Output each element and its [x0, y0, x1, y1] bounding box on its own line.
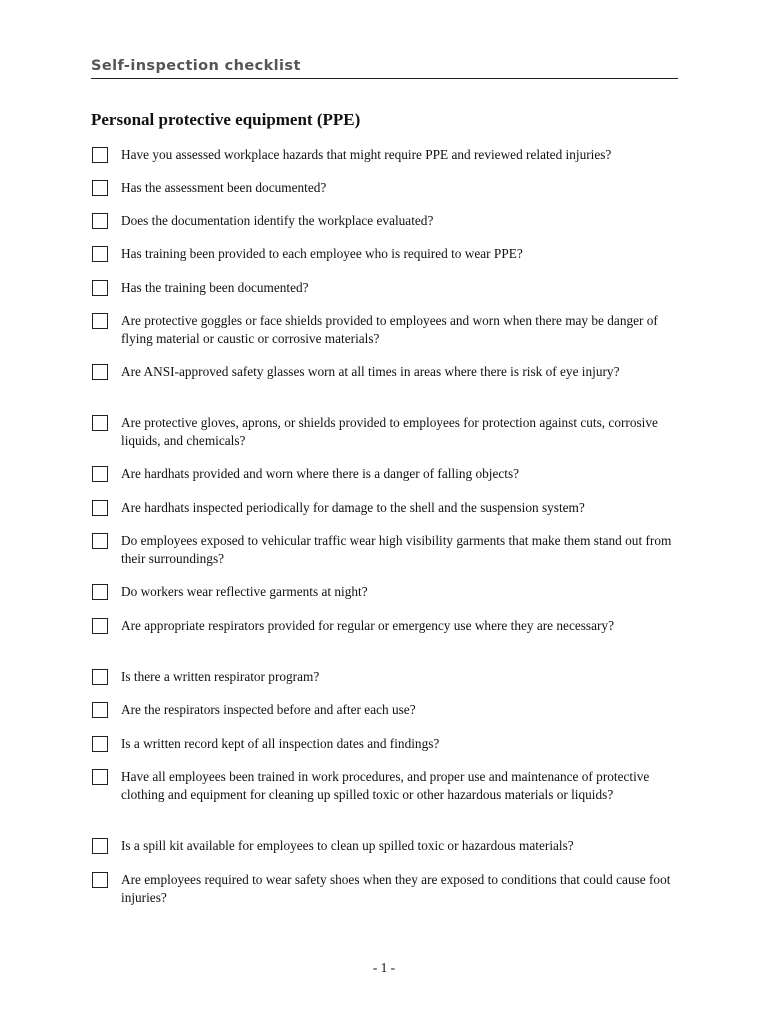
checkbox[interactable]	[92, 364, 108, 380]
checklist-item-text: Are appropriate respirators provided for regular or emergency use where they are necessary?	[121, 618, 614, 633]
section-heading: Personal protective equipment (PPE)	[91, 110, 361, 129]
checklist-item-text: Has training been provided to each employee who is required to wear PPE?	[121, 246, 523, 261]
checklist-item-text: Do workers wear reflective garments at night?	[121, 584, 368, 599]
checklist-item-text: Are ANSI-approved safety glasses worn at all times in areas where there is risk of eye injury?	[121, 364, 620, 379]
checklist-item-text: Is a written record kept of all inspection dates and findings?	[121, 736, 440, 751]
checklist-item-text: Are protective gloves, aprons, or shields provided to employees for protection against cuts, corrosive liquids, and chemicals?	[121, 415, 658, 448]
checkbox[interactable]	[92, 500, 108, 516]
checklist-item-text: Are hardhats inspected periodically for damage to the shell and the suspension system?	[121, 500, 585, 515]
checkbox[interactable]	[92, 618, 108, 634]
checkbox[interactable]	[92, 584, 108, 600]
document-title: Self-inspection checklist	[91, 58, 301, 74]
page-number: - 1 -	[372, 960, 396, 975]
checkbox[interactable]	[92, 246, 108, 262]
checkbox[interactable]	[92, 180, 108, 196]
checkbox[interactable]	[92, 872, 108, 888]
checkbox[interactable]	[92, 769, 108, 785]
checklist-item-text: Has the assessment been documented?	[121, 180, 327, 195]
checkbox[interactable]	[92, 147, 108, 163]
checklist-item-text: Have all employees been trained in work procedures, and proper use and maintenance of protective clothing and equipment for cleaning up spilled toxic or other hazardous materials or liquids?	[121, 769, 650, 802]
checklist-item-text: Are protective goggles or face shields provided to employees and worn when there may be danger of flying material or caustic or corrosive materials?	[121, 313, 658, 346]
checklist-item-text: Is there a written respirator program?	[121, 669, 320, 684]
checklist-item-text: Does the documentation identify the workplace evaluated?	[121, 213, 434, 228]
checkbox[interactable]	[92, 736, 108, 752]
checklist-item-text: Are hardhats provided and worn where there is a danger of falling objects?	[121, 466, 520, 481]
checkbox[interactable]	[92, 466, 108, 482]
checkbox[interactable]	[92, 280, 108, 296]
checkbox[interactable]	[92, 702, 108, 718]
checklist-item-text: Are employees required to wear safety shoes when they are exposed to conditions that could cause foot injuries?	[121, 872, 671, 905]
checklist-item-text: Are the respirators inspected before and after each use?	[121, 702, 416, 717]
checkbox[interactable]	[92, 313, 108, 329]
checkbox[interactable]	[92, 415, 108, 431]
checklist-item-text: Is a spill kit available for employees to clean up spilled toxic or hazardous materials?	[121, 838, 574, 853]
checkbox[interactable]	[92, 838, 108, 854]
checkbox[interactable]	[92, 533, 108, 549]
checklist-item-text: Do employees exposed to vehicular traffic wear high visibility garments that make them stand out from their surroundings?	[121, 533, 672, 566]
checkbox[interactable]	[92, 669, 108, 685]
checkbox[interactable]	[92, 213, 108, 229]
checklist-item-text: Has the training been documented?	[121, 280, 309, 295]
checklist-item-text: Have you assessed workplace hazards that might require PPE and reviewed related injuries?	[121, 147, 612, 162]
